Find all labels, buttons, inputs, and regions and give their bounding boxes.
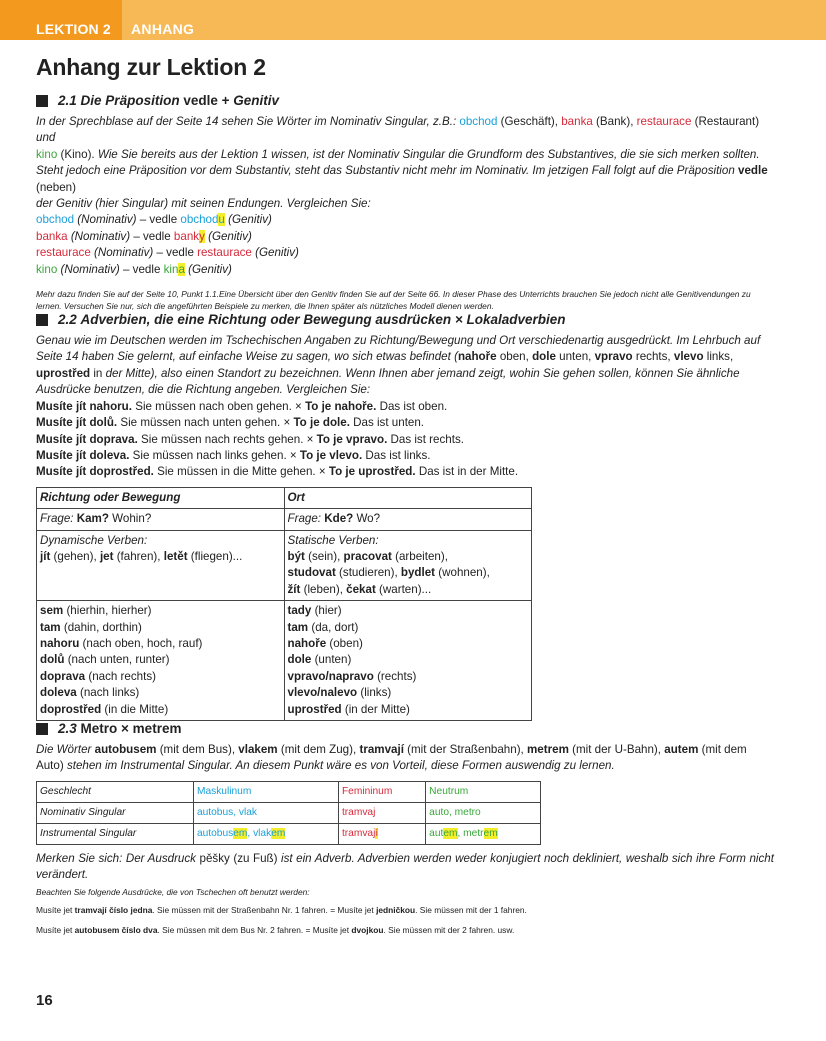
highlighted-ending: em <box>483 827 498 839</box>
text-bold: jedničkou <box>376 904 416 915</box>
text: (hier) <box>311 604 342 618</box>
text: (nach oben, hoch, rauf) <box>79 636 203 650</box>
text: (Nominativ) <box>67 229 131 243</box>
example-line <box>36 245 774 261</box>
text: (Nominativ) <box>74 213 137 227</box>
word-stem: bank <box>173 229 200 243</box>
text: , <box>247 827 254 839</box>
section-2-1-paragraph <box>36 114 774 212</box>
heading-part: Die Präposition <box>80 93 180 108</box>
text: (wohnen), <box>435 566 490 580</box>
table-row <box>37 802 541 823</box>
text-bold: vlakem <box>238 743 278 756</box>
text: – vedle <box>119 262 164 276</box>
section-2-1-note: Mehr dazu finden Sie auf der Seite 10, Punkt 1.1.Eine Übersicht über den Genitiv finden Sie auf der Seite 66. In dieser Phase des Unterrichts brauchen Sie jedoch nicht alle Genitivendungen zu lernen. Versuchen Sie nur, sich die angeführten Beispiele zu merken, die Ihnen später als nützliches Modell dienen werden. <box>36 289 751 312</box>
text: Wohin? <box>108 512 152 526</box>
text: (in der Mitte) <box>341 702 410 716</box>
text-bold: To je vlevo. <box>299 448 363 462</box>
text: Dynamische Verben: <box>40 533 148 547</box>
word-feminine: banka <box>561 115 593 128</box>
section-2-3-paragraph <box>36 742 774 775</box>
table-cell: Nominativ Singular <box>37 802 194 823</box>
table-row <box>37 530 532 601</box>
text: Das ist rechts. <box>387 432 464 446</box>
text: Merken Sie sich: Der Ausdruck <box>36 851 200 865</box>
text: – vedle <box>130 229 174 243</box>
text: (nach rechts) <box>85 669 156 683</box>
adverb-line <box>40 603 281 619</box>
text-bold: doleva <box>40 686 77 700</box>
text-bold: studovat <box>287 566 336 580</box>
adverb-line <box>288 685 529 701</box>
section-number: 2.3 <box>58 721 77 736</box>
text: (da, dort) <box>308 620 359 634</box>
text: . Sie müssen mit der 1 fahren. <box>415 904 527 915</box>
word-feminine: restaurace <box>636 115 692 128</box>
word-feminine: restaurace <box>36 246 91 260</box>
text: (Genitiv) <box>204 229 252 243</box>
example-line <box>36 415 774 431</box>
text-bold: dolů <box>40 653 65 667</box>
text-bold: To je dole. <box>293 416 350 430</box>
text-bold: autobusem číslo dva <box>74 924 158 935</box>
word-stem: obchod <box>180 213 219 227</box>
text-bold: letět <box>163 549 188 563</box>
text: stehen im Instrumental Singular. An diesem Punkt wäre es von Vorteil, diese Formen auswendig zu lernen. <box>66 759 615 773</box>
text-bold: nahoře <box>287 636 327 650</box>
text: (unten) <box>311 653 352 667</box>
text-bold: bydlet <box>400 566 436 580</box>
example-sentence <box>36 904 774 916</box>
text: (mit der U-Bahn), <box>568 743 665 756</box>
text: (fahren), <box>113 549 164 563</box>
section-2-2-paragraph <box>36 333 774 399</box>
section-number: 2.2 <box>58 312 77 328</box>
text-bold: To je uprostřed. <box>328 465 416 479</box>
text: . Sie müssen mit der Straßenbahn Nr. 1 fahren. = Musíte jet <box>152 904 377 915</box>
page-title: Anhang zur Lektion 2 <box>36 54 266 80</box>
text-bold: vpravo/napravo <box>287 669 374 683</box>
table-row <box>37 487 532 508</box>
text: pěšky <box>199 851 230 865</box>
text: der Mitte), also einen Standort zu bezeichnen. Wenn Ihnen aber jemand zeigt, wohin Sie gehen sollen, können Sie ähnliche Ausdrücke benutzen, die die Richtung angeben. Vergleichen Sie: <box>36 366 740 397</box>
table-cell: tramvaj <box>338 802 425 823</box>
instrumental-table <box>36 781 541 845</box>
highlighted-ending: í <box>375 827 379 839</box>
adverb-line <box>40 669 281 685</box>
text-bold: dole <box>532 350 556 364</box>
text: Das ist links. <box>362 448 431 462</box>
text-bold: To je nahoře. <box>305 399 377 413</box>
text: (Bank), <box>592 115 637 128</box>
text: (Nominativ) <box>90 246 154 260</box>
direction-location-table <box>36 487 532 721</box>
text: Frage: <box>287 512 325 526</box>
text-bold: metrem <box>527 743 569 756</box>
adverb-line <box>40 636 281 652</box>
heading-part: Genitiv <box>233 93 279 108</box>
text: (sein), <box>304 549 344 563</box>
text: Das ist unten. <box>349 416 425 430</box>
verb-lines <box>288 549 529 598</box>
table-cell <box>284 530 532 601</box>
text: Genau wie im Deutschen werden im Tschechischen Angaben zu Richtung/Bewegung und Ort verschiedenartig ausgedrückt. Im Lehrbuch auf Seite 14 haben Sie gelernt, auf einfache Weise zu sagen, wo sich etwas befindet ( <box>36 334 761 364</box>
text: (arbeiten), <box>391 549 448 563</box>
text-bold: autem <box>664 743 699 756</box>
text-bold: Musíte jít doprostřed. <box>36 465 154 479</box>
example-line <box>36 262 774 278</box>
text: Wo? <box>353 512 381 526</box>
text-bold: Kde? <box>324 512 354 526</box>
text: (gehen), <box>50 549 100 563</box>
text-bold: Musíte jít doleva. <box>36 448 130 462</box>
highlighted-ending: em <box>443 827 458 839</box>
text: (Genitiv) <box>224 213 272 227</box>
text-bold: tramvají číslo jedna <box>74 904 153 915</box>
text-bold: autobusem <box>94 743 157 756</box>
text: (rechts) <box>373 669 417 683</box>
text: der Genitiv (hier Singular) mit seinen Endungen. Vergleichen Sie: <box>36 197 371 211</box>
table-cell <box>193 823 338 844</box>
text-bold: nahoře <box>457 350 497 364</box>
text: Musíte jet <box>36 904 75 915</box>
text-bold: sem <box>40 604 64 618</box>
text-bold: být <box>287 549 305 563</box>
adverb-line <box>288 652 529 668</box>
text: links, <box>703 350 734 364</box>
example-line <box>36 212 774 228</box>
text: Das ist in der Mitte. <box>415 465 519 479</box>
adverb-line <box>288 669 529 685</box>
text-bold: doprava <box>40 669 86 683</box>
table-row <box>37 509 532 530</box>
verb-line <box>40 549 281 565</box>
text-bold: To je vpravo. <box>316 432 388 446</box>
table-cell <box>284 509 532 530</box>
text: . Sie müssen mit dem Bus Nr. 2 fahren. = Musíte jet <box>157 924 352 935</box>
text: (Kino). <box>57 147 98 161</box>
word-masculine: obchod <box>459 115 498 128</box>
word-stem: kin <box>163 262 179 276</box>
adverb-line <box>40 685 281 701</box>
adverb-line <box>288 636 529 652</box>
text-bold: tam <box>40 620 61 634</box>
adverb-line <box>288 620 529 636</box>
text-bold: dole <box>287 653 312 667</box>
page-header-bar <box>0 0 826 40</box>
word-masculine: obchod <box>36 213 75 227</box>
adverb-line <box>40 702 281 718</box>
text-bold: pracovat <box>343 549 392 563</box>
text: Das ist oben. <box>376 399 448 413</box>
text: Wie Sie bereits aus der Lektion 1 wissen, ist der Nominativ Singular die Grundform des Substantives, die sie sich merken sollten. Steht jedoch eine Präposition vor dem Substantiv, steht das Substantiv nicht mehr im Nominativ. Im jetzigen Fall folgt auf die Präposition <box>36 147 760 178</box>
verb-line <box>288 582 529 598</box>
text-bold: žít <box>287 582 301 596</box>
example-line <box>36 448 774 464</box>
word-stem: tramvaj <box>341 827 376 839</box>
highlighted-ending: y <box>199 229 205 243</box>
highlighted-ending: em <box>271 827 286 839</box>
square-bullet-icon <box>36 314 48 326</box>
text: (in die Mitte) <box>101 702 169 716</box>
text: (links) <box>357 686 392 700</box>
text-bold: čekat <box>346 582 376 596</box>
table-cell: auto, metro <box>426 802 541 823</box>
anhang-tab-label: ANHANG <box>131 21 195 37</box>
text-bold: vpravo <box>594 350 633 364</box>
heading-part: vedle + <box>179 93 234 108</box>
section-2-2-heading <box>36 312 774 327</box>
text: (Genitiv) <box>184 262 232 276</box>
adverb-line <box>288 702 529 718</box>
table-cell: Geschlecht <box>37 781 194 802</box>
table-cell <box>37 530 285 601</box>
text: ist ein Adverb. Adverbien werden weder konjugiert noch dekliniert, weshalb sich ihre Form nicht verändert. <box>36 851 774 882</box>
text-bold: tady <box>287 604 312 618</box>
text: (Genitiv) <box>251 246 299 260</box>
text-bold: jet <box>99 549 114 563</box>
text: (warten)... <box>375 582 432 596</box>
text-bold: nahoru <box>40 636 80 650</box>
word-stem: aut <box>429 827 444 839</box>
word-stem: metr <box>463 827 484 839</box>
lektion-tab <box>0 0 122 40</box>
text-bold: Musíte jít doprava. <box>36 432 138 446</box>
text: – vedle <box>136 213 181 227</box>
text-bold: tam <box>287 620 309 634</box>
table-cell: Neutrum <box>426 781 541 802</box>
word-neuter: kino <box>36 147 58 161</box>
word-feminine: banka <box>36 229 68 243</box>
text: oben, <box>496 350 533 364</box>
lektion-tab-label: LEKTION 2 <box>36 21 111 37</box>
text: Frage: <box>40 512 77 526</box>
text: (nach unten, runter) <box>64 653 170 667</box>
page-number: 16 <box>36 992 53 1009</box>
merken-paragraph <box>36 851 774 884</box>
section-number: 2.1 <box>58 93 77 108</box>
example-line <box>36 229 774 245</box>
table-cell <box>284 601 532 721</box>
table-cell <box>426 823 541 844</box>
text-bold: tramvají <box>359 743 404 756</box>
table-cell <box>338 823 425 844</box>
text-bold: vlevo <box>673 350 704 364</box>
text-bold: jít <box>40 549 51 563</box>
text: unten, <box>555 350 595 364</box>
table-cell <box>37 509 285 530</box>
text: rechts, <box>632 350 674 364</box>
text: (mit dem Zug), <box>277 743 360 756</box>
text-bold: Kam? <box>76 512 109 526</box>
heading-part: Adverbien, die eine Richtung oder Bewegung ausdrücken × <box>80 312 467 328</box>
word-neuter: kino <box>36 262 58 276</box>
text: Sie müssen nach unten gehen. × <box>117 416 294 430</box>
text: – vedle <box>153 246 198 260</box>
table-cell: Maskulinum <box>193 781 338 802</box>
word-stem: restaurace <box>197 246 252 260</box>
heading-part: Metro × metrem <box>80 721 182 736</box>
adverb-line <box>40 620 281 636</box>
table-header-cell: Richtung oder Bewegung <box>37 487 285 508</box>
text: (mit dem Bus), <box>156 743 239 756</box>
section-2-1-heading <box>36 93 774 108</box>
text: In der Sprechblase auf der Seite 14 sehen Sie Wörter im Nominativ Singular, z.B.: <box>36 115 460 128</box>
text: (oben) <box>326 636 363 650</box>
table-cell: Instrumental Singular <box>37 823 194 844</box>
text: (zu Fuß) <box>229 851 281 865</box>
text-bold: dvojkou <box>351 924 384 935</box>
text: Sie müssen nach rechts gehen. × <box>137 432 317 446</box>
verb-line <box>288 549 529 565</box>
text: (neben) <box>36 180 76 194</box>
text: Sie müssen in die Mitte gehen. × <box>153 465 329 479</box>
table-row <box>37 781 541 802</box>
text: (dahin, dorthin) <box>60 620 142 634</box>
text: (fliegen)... <box>187 549 243 563</box>
text: (Geschäft), <box>497 115 562 128</box>
section-2-3-heading <box>36 721 774 736</box>
text: (Nominativ) <box>57 262 120 276</box>
text-bold: doprostřed <box>40 702 102 716</box>
example-line <box>36 432 774 448</box>
text-bold: vedle <box>738 164 768 178</box>
text: (nach links) <box>76 686 140 700</box>
highlighted-ending: em <box>233 827 248 839</box>
verb-line <box>288 565 529 581</box>
table-row <box>37 601 532 721</box>
text: (Restaurant) <box>691 115 760 128</box>
text: Sie müssen nach links gehen. × <box>129 448 300 462</box>
example-line <box>36 464 774 480</box>
direction-examples <box>36 399 774 481</box>
table-cell <box>37 601 285 721</box>
text-bold: vlevo/nalevo <box>287 686 358 700</box>
adverb-line <box>288 603 529 619</box>
text: , <box>457 827 464 839</box>
example-sentence <box>36 924 774 936</box>
text-bold: uprostřed <box>287 702 342 716</box>
text: und <box>36 131 56 145</box>
heading-part: Lokaladverbien <box>466 312 566 328</box>
table-header-cell: Ort <box>284 487 532 508</box>
text: Musíte jet <box>36 924 75 935</box>
page-content <box>36 50 774 936</box>
text: Die Wörter <box>36 743 95 756</box>
text: Statische Verben: <box>287 533 379 547</box>
text: Sie müssen nach oben gehen. × <box>131 399 306 413</box>
text: (hierhin, hierher) <box>63 604 152 618</box>
example-line <box>36 399 774 415</box>
adverb-line <box>40 652 281 668</box>
square-bullet-icon <box>36 723 48 735</box>
table-row <box>37 823 541 844</box>
beachten-note: Beachten Sie folgende Ausdrücke, die von Tschechen oft benutzt werden: <box>36 886 310 897</box>
text: (mit der Straßenbahn), <box>403 743 527 756</box>
highlighted-ending: a <box>178 262 185 276</box>
text: (leben), <box>300 582 347 596</box>
square-bullet-icon <box>36 95 48 107</box>
text-bold: Musíte jít dolů. <box>36 416 118 430</box>
text: in <box>90 366 106 380</box>
word-stem: vlak <box>253 827 272 839</box>
highlighted-ending: u <box>218 213 225 227</box>
word-stem: autobus <box>196 827 234 839</box>
text: (mit dem <box>698 743 747 756</box>
table-cell: autobus, vlak <box>193 802 338 823</box>
text-bold: uprostřed <box>36 366 91 380</box>
text: (studieren), <box>335 566 401 580</box>
text: Auto) <box>36 759 67 773</box>
table-cell: Femininum <box>338 781 425 802</box>
text-bold: Musíte jít nahoru. <box>36 399 132 413</box>
text: . Sie müssen mit der 2 fahren. usw. <box>383 924 515 935</box>
